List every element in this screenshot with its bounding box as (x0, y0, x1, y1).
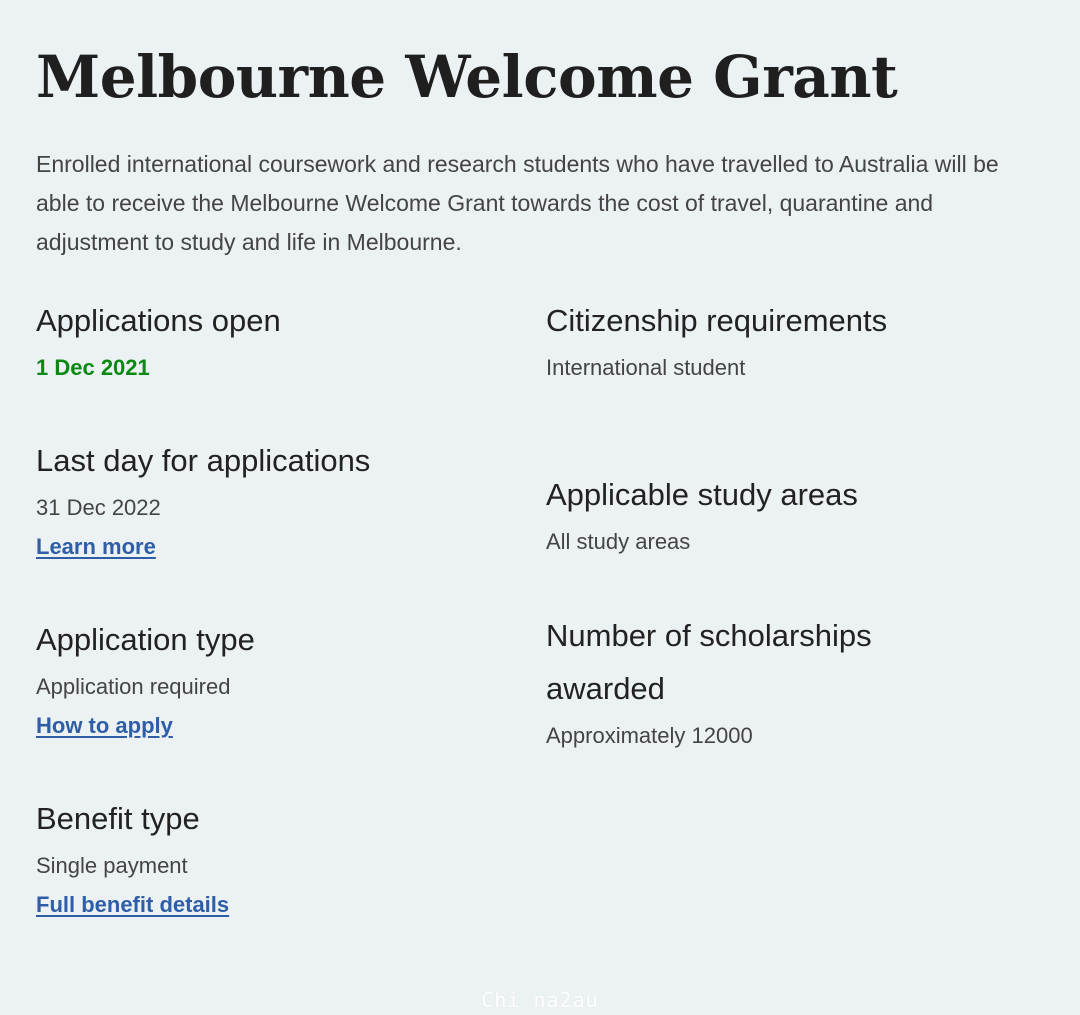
last-day-section (36, 434, 506, 566)
full-benefit-details-link[interactable]: Full benefit details (36, 892, 230, 917)
scholarships-value: Approximately 12000 (546, 723, 753, 748)
application-type-section (36, 613, 506, 745)
last-day-heading: Last day for applications (36, 443, 371, 478)
study-areas-heading: Applicable study areas (546, 477, 858, 512)
how-to-apply-link[interactable]: How to apply (36, 713, 173, 738)
citizenship-value: International student (546, 355, 746, 380)
watermark-text: Chi na2au (481, 988, 599, 1012)
benefit-type-value: Single payment (36, 853, 188, 878)
citizenship-section (546, 294, 1026, 387)
applications-open-section (36, 294, 506, 387)
study-areas-value: All study areas (546, 529, 691, 554)
scholarships-heading: Number of scholarships awarded (546, 618, 872, 706)
scholarships-section (546, 609, 946, 755)
learn-more-link[interactable]: Learn more (36, 534, 156, 559)
applications-open-heading: Applications open (36, 303, 281, 338)
application-type-value: Application required (36, 674, 231, 699)
intro-paragraph: Enrolled international coursework and research students who have travelled to Australia will be able to receive the Melbourne Welcome Grant towards the cost of travel, quarantine and adjustment to study and life in Melbourne. (36, 151, 999, 255)
application-type-heading: Application type (36, 622, 255, 657)
citizenship-heading: Citizenship requirements (546, 303, 888, 338)
benefit-type-heading: Benefit type (36, 801, 200, 836)
study-areas-section (546, 468, 1026, 561)
benefit-type-section (36, 792, 506, 924)
page-title: Melbourne Welcome Grant (36, 43, 898, 111)
applications-open-date: 1 Dec 2021 (36, 355, 150, 380)
last-day-date: 31 Dec 2022 (36, 495, 161, 520)
